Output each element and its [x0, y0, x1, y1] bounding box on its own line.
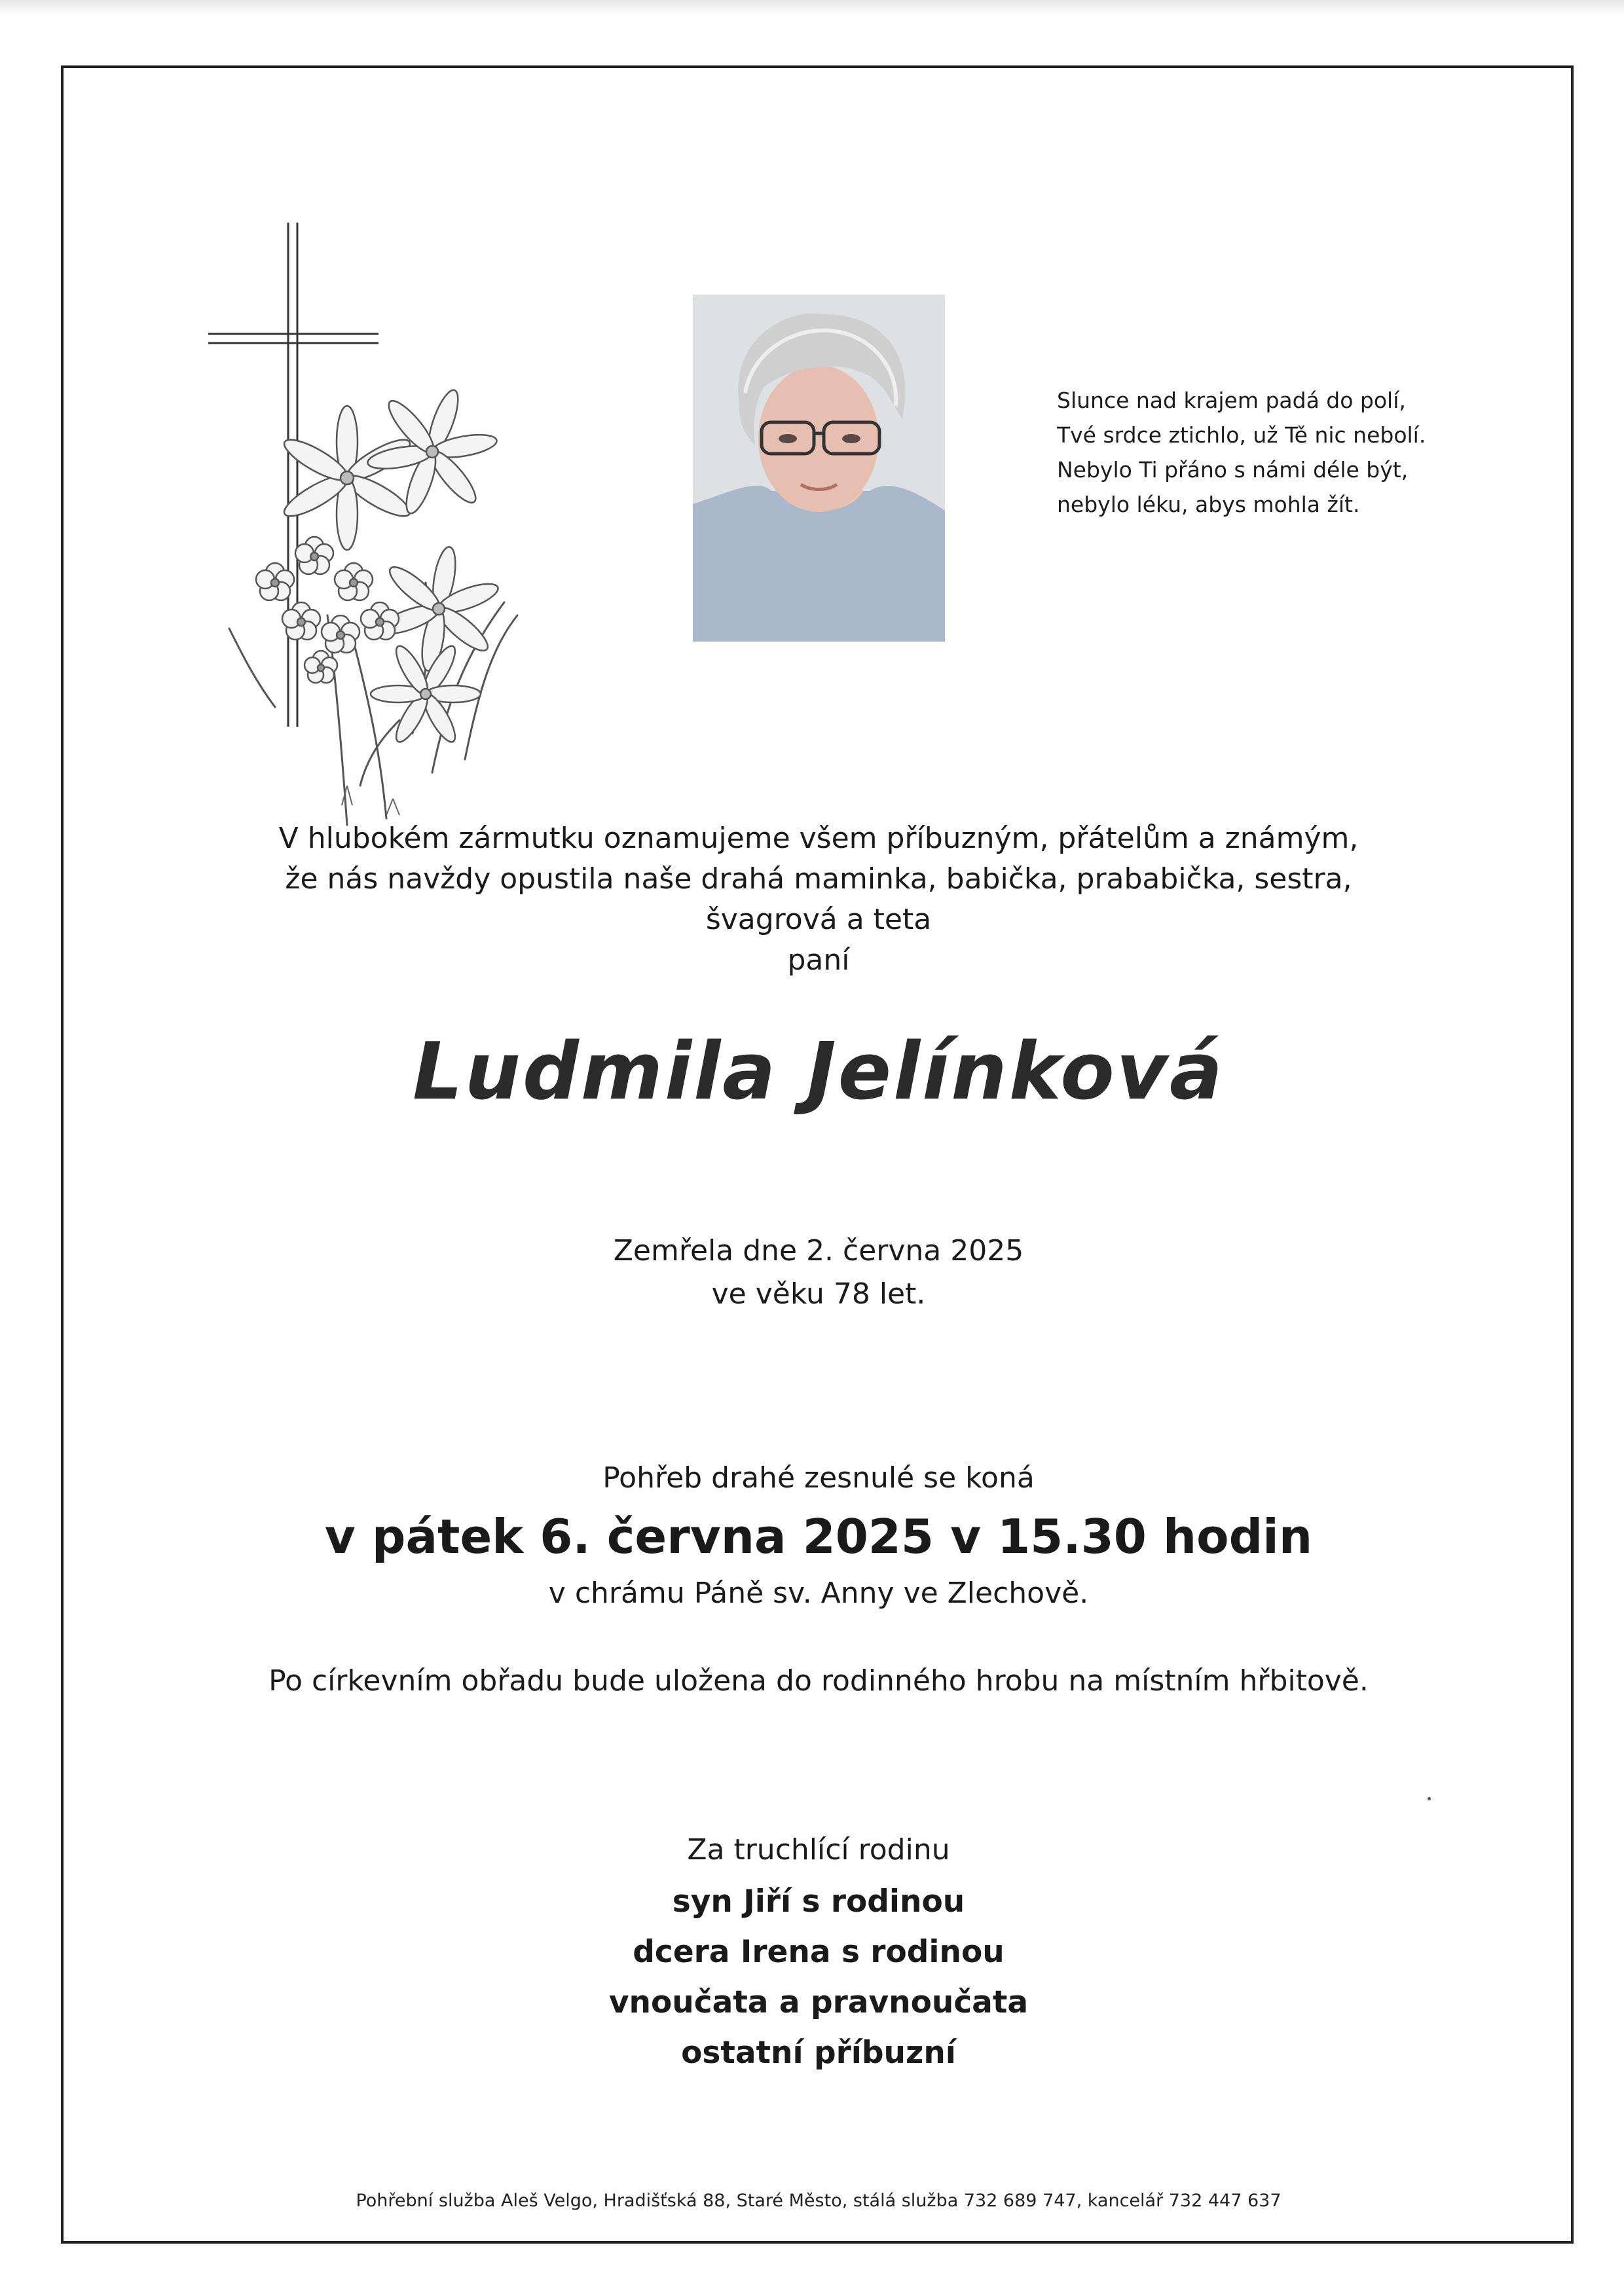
portrait-photo [693, 295, 945, 642]
poem [1057, 383, 1515, 522]
poem-line: Tvé srdce ztichlo, už Tě nic nebolí. [1057, 422, 1426, 448]
funeral-place: v chrámu Páně sv. Anny ve Zlechově. [548, 1576, 1089, 1610]
mourners-list [196, 1876, 1441, 2078]
announcement-line: paní [787, 943, 850, 977]
age: ve věku 78 let. [711, 1277, 926, 1311]
funeral-intro: Pohřeb drahé zesnulé se koná [602, 1461, 1035, 1495]
lily-flowers-illustration [216, 367, 524, 838]
funeral-datetime: v pátek 6. června 2025 v 15.30 hodin [324, 1509, 1313, 1564]
scan-edge [0, 0, 1624, 14]
announcement-line: že nás navždy opustila naše drahá maminka, babička, prababička, sestra, [285, 862, 1352, 896]
deceased-name: Ludmila Jelínková [413, 1027, 1225, 1118]
mourner: vnoučata a pravnoučata [608, 1984, 1029, 2020]
poem-line: nebylo léku, abys mohla žít. [1057, 492, 1360, 517]
death-info [196, 1230, 1441, 1316]
announcement-line: švagrová a teta [705, 903, 932, 936]
death-date: Zemřela dne 2. června 2025 [613, 1234, 1024, 1267]
mourner: dcera Irena s rodinou [633, 1934, 1005, 1970]
announcement-line: V hlubokém zármutku oznamujeme všem příbuzným, přátelům a známým, [278, 822, 1359, 855]
mourner: syn Jiří s rodinou [672, 1884, 965, 1920]
mourner: ostatní příbuzní [681, 2035, 956, 2071]
poem-line: Nebylo Ti přáno s námi déle být, [1057, 457, 1409, 483]
poem-line: Slunce nad krajem padá do polí, [1057, 388, 1406, 413]
scan-speck [1428, 1797, 1431, 1800]
announcement-text [196, 818, 1441, 981]
burial-info: Po církevním obřadu bude uložena do rodinného hrobu na místním hřbitově. [268, 1664, 1369, 1698]
funeral-service-footer: Pohřební služba Aleš Velgo, Hradišťská 88, Staré Město, stálá služba 732 689 747, kancelář 732 447 637 [356, 2191, 1282, 2211]
mourners-intro: Za truchlící rodinu [687, 1833, 950, 1867]
